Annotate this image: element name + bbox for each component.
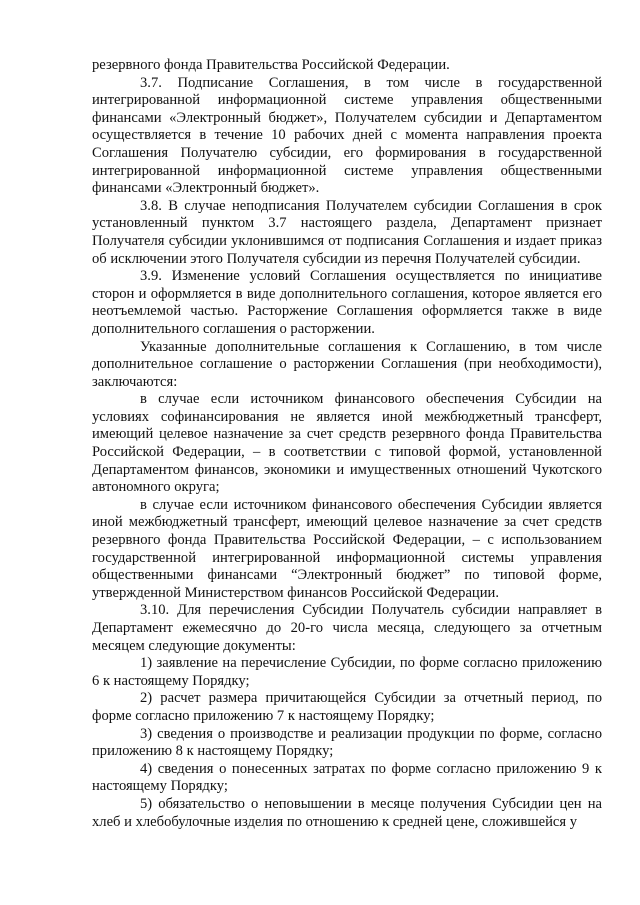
paragraph-transfer-case: в случае если источником финансового обеспечения Субсидии является иной межбюджетный трансферт, имеющий целевое назначение за счет средств резервного фонда Правительства Российской Федерации, – с использованием государственной интегрированной информационной системы управления общественными финансами “Электронный бюджет” по типовой форме, утвержденной Министерством финансов Российской Федерации. — [92, 496, 602, 601]
paragraph-additional-agreements: Указанные дополнительные соглашения к Соглашению, в том числе дополнительное соглашение о расторжении Соглашения (при необходимости), заключаются: — [92, 338, 602, 390]
paragraph-continuation: резервного фонда Правительства Российской Федерации. — [92, 57, 450, 73]
list-item-1: 1) заявление на перечисление Субсидии, по форме согласно приложению 6 к настоящему Порядку; — [92, 655, 602, 689]
paragraph-3-9: 3.9. Изменение условий Соглашения осуществляется по инициативе сторон и оформляется в виде дополнительного соглашения, которое является его неотъемлемой частью. Расторжение Соглашения оформляется также в виде дополнительного соглашения о расторжении. — [92, 268, 602, 337]
document-page — [92, 57, 602, 831]
paragraph-3-10: 3.10. Для перечисления Субсидии Получатель субсидии направляет в Департамент ежемесячно до 20-го числа месяца, следующего за отчетным месяцем следующие документы: — [92, 602, 602, 654]
paragraph-3-7: 3.7. Подписание Соглашения, в том числе в государственной интегрированной информационной системе управления общественными финансами «Электронный бюджет», Получателем субсидии и Департаментом осуществляется в течение 10 рабочих дней с момента направления проекта Соглашения Получателю субсидии, его формирования в государственной интегрированной информационной системе управления общественными финансами «Электронный бюджет». — [92, 74, 602, 197]
list-item-2: 2) расчет размера причитающейся Субсидии за отчетный период, по форме согласно приложению 7 к настоящему Порядку; — [92, 690, 602, 724]
paragraph-cofinancing-case: в случае если источником финансового обеспечения Субсидии на условиях софинансирования не является иной межбюджетный трансферт, имеющий целевое назначение за счет средств резервного фонда Правительства Российской Федерации, – в соответствии с типовой формой, установленной Департаментом финансов, экономики и имущественных отношений Чукотского автономного округа; — [92, 391, 602, 496]
paragraph-3-8: 3.8. В случае неподписания Получателем субсидии Соглашения в срок установленный пунктом 3.7 настоящего раздела, Департамент признает Получателя субсидии уклонившимся от подписания Соглашения и издает приказ об исключении этого Получателя субсидии из перечня Получателей субсидии. — [92, 197, 602, 267]
list-item-4: 4) сведения о понесенных затратах по форме согласно приложению 9 к настоящему Порядку; — [92, 760, 602, 795]
list-item-3: 3) сведения о производстве и реализации продукции по форме, согласно приложению 8 к настоящему Порядку; — [92, 725, 602, 760]
list-item-5: 5) обязательство о неповышении в месяце получения Субсидии цен на хлеб и хлебобулочные изделия по отношению к средней цене, сложившейся у — [92, 795, 602, 830]
